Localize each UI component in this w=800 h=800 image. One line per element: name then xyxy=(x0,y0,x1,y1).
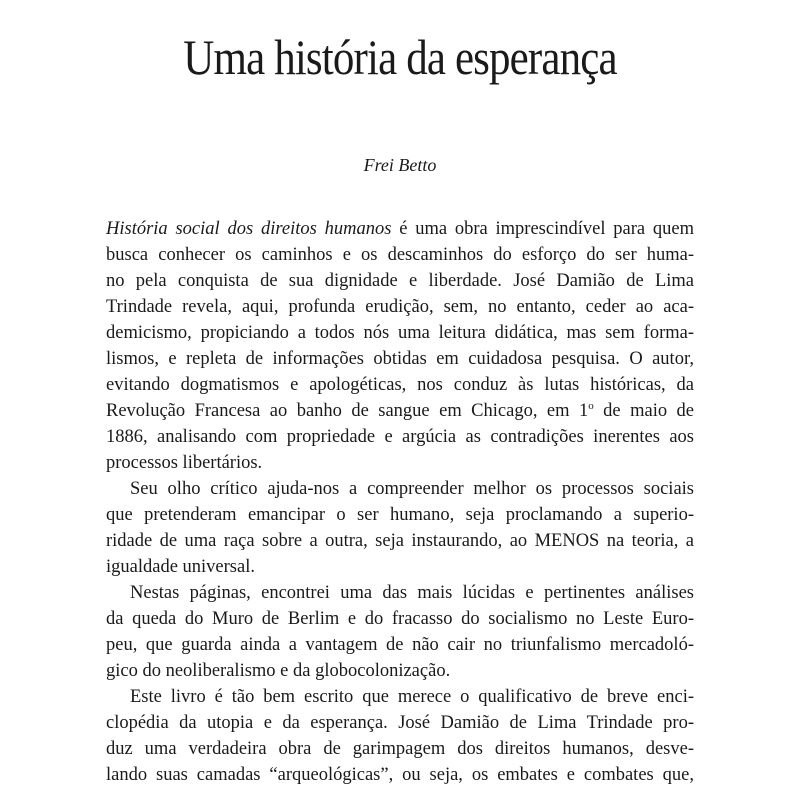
text-line: lando suas camadas “arqueológicas”, ou seja, os embates e combates que, xyxy=(106,765,694,785)
text-line: Nestas páginas, encontrei uma das mais lúcidas e pertinentes análises xyxy=(130,583,694,603)
text-line: lismos, e repleta de informações obtidas em cuidadosa pesquisa. O autor, xyxy=(106,349,694,369)
text-line: busca conhecer os caminhos e os descaminhos do esforço do ser huma- xyxy=(106,245,694,265)
paragraph-4 xyxy=(106,684,694,788)
text-line: História social dos direitos humanos é uma obra imprescindível para quem xyxy=(106,219,694,239)
paragraph-1 xyxy=(106,216,694,476)
text-line: no pela conquista de sua dignidade e liberdade. José Damião de Lima xyxy=(106,271,694,291)
text-line: que pretenderam emancipar o ser humano, seja proclamando a superio- xyxy=(106,505,694,525)
text-line: Revolução Francesa ao banho de sangue em Chicago, em 1$^o$ de maio de xyxy=(106,399,695,421)
text-line: peu, que guarda ainda a vantagem de não cair no triunfalismo mercadoló- xyxy=(106,635,694,655)
text-line: da queda do Muro de Berlim e do fracasso do socialismo no Leste Euro- xyxy=(106,609,694,629)
text-line: ridade de uma raça sobre a outra, seja instaurando, ao MENOS na teoria, a xyxy=(106,531,694,551)
text-line: Este livro é tão bem escrito que merece o qualificativo de breve enci- xyxy=(130,687,694,707)
text-line: gico do neoliberalismo e da globocolonização. xyxy=(106,661,451,681)
text-line: evitando dogmatismos e apologéticas, nos conduz às lutas históricas, da xyxy=(106,375,694,395)
text-line: duz uma verdadeira obra de garimpagem dos direitos humanos, desve- xyxy=(106,739,694,759)
text-line: demicismo, propiciando a todos nós uma leitura didática, mas sem forma- xyxy=(106,323,694,343)
text-line: processos libertários. xyxy=(106,453,263,473)
page-title: Uma história da esperança xyxy=(183,29,617,85)
book-title-italic: História social dos direitos humanos xyxy=(106,219,392,239)
paragraph-3 xyxy=(106,580,694,684)
author-name: Frei Betto xyxy=(363,155,437,175)
body-text xyxy=(106,216,694,788)
text-line: Trindade revela, aqui, profunda erudição, sem, no entanto, ceder ao aca- xyxy=(106,297,694,317)
text-line: 1886, analisando com propriedade e argúcia as contradições inerentes aos xyxy=(106,427,694,447)
text-line: Seu olho crítico ajuda-nos a compreender melhor os processos sociais xyxy=(130,479,694,499)
ordinal-superscript: o xyxy=(588,399,594,412)
text-line: igualdade universal. xyxy=(106,557,255,577)
paragraph-2 xyxy=(106,476,694,580)
text-line: clopédia da utopia e da esperança. José Damião de Lima Trindade pro- xyxy=(106,713,694,733)
